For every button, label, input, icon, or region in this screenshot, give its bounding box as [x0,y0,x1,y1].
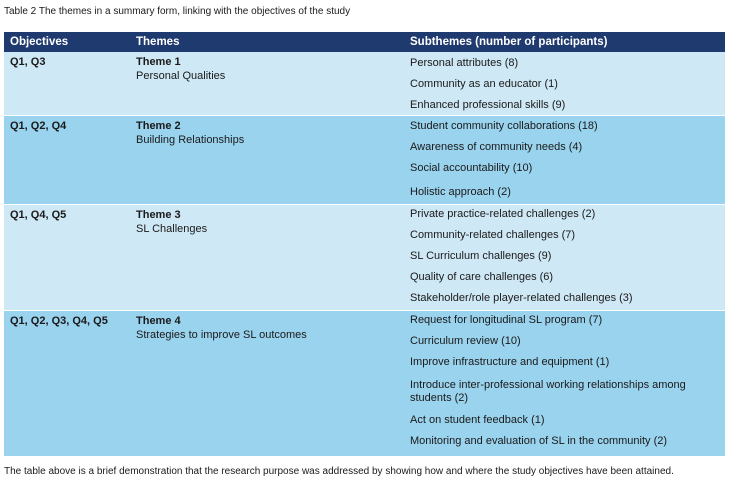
subtheme-item: Community-related challenges (7) [410,229,576,241]
subtheme-item: Act on student feedback (1) [410,414,545,426]
subtheme-item: Holistic approach (2) [410,186,511,198]
theme-title: Theme 3 [136,209,181,221]
theme-description: Building Relationships [136,134,245,146]
table-footnote: The table above is a brief demonstration that the research purpose was addressed by showing how and where the study objectives have been attained. [4,466,674,477]
table-row-theme-3 [4,205,725,311]
table-row-theme-2 [4,116,725,205]
table-row-theme-4 [4,311,725,457]
table-row-theme-1 [4,52,725,116]
subtheme-item: Student community collaborations (18) [410,120,598,132]
subtheme-item: Request for longitudinal SL program (7) [410,314,603,326]
subtheme-item: Community as an educator (1) [410,78,558,90]
theme-description: SL Challenges [136,223,208,235]
subtheme-item: Enhanced professional skills (9) [410,99,566,111]
header-themes: Themes [136,36,180,48]
subtheme-item: Stakeholder/role player-related challenges (3) [410,292,633,304]
themes-table [4,32,725,457]
theme-title: Theme 2 [136,120,181,132]
subtheme-item: Monitoring and evaluation of SL in the community (2) [410,435,668,447]
objectives-cell: Q1, Q4, Q5 [10,209,67,221]
subtheme-item: SL Curriculum challenges (9) [410,250,552,262]
subtheme-item: Introduce inter-professional working relationships among students (2) [410,379,686,404]
theme-description: Strategies to improve SL outcomes [136,329,307,341]
subtheme-item: Curriculum review (10) [410,335,521,347]
theme-title: Theme 4 [136,315,181,327]
table-caption: Table 2 The themes in a summary form, linking with the objectives of the study [4,6,351,17]
theme-title: Theme 1 [136,56,181,68]
objectives-cell: Q1, Q2, Q4 [10,120,67,132]
objectives-cell: Q1, Q2, Q3, Q4, Q5 [10,315,108,327]
header-objectives: Objectives [10,36,69,48]
subtheme-item: Improve infrastructure and equipment (1) [410,356,610,368]
subtheme-item: Personal attributes (8) [410,57,519,69]
table-header-row [4,32,725,52]
subtheme-item: Private practice-related challenges (2) [410,208,596,220]
subtheme-item: Quality of care challenges (6) [410,271,554,283]
header-subthemes: Subthemes (number of participants) [410,36,608,48]
subtheme-item: Awareness of community needs (4) [410,141,583,153]
subtheme-item: Social accountability (10) [410,162,533,174]
theme-description: Personal Qualities [136,70,226,82]
objectives-cell: Q1, Q3 [10,56,46,68]
